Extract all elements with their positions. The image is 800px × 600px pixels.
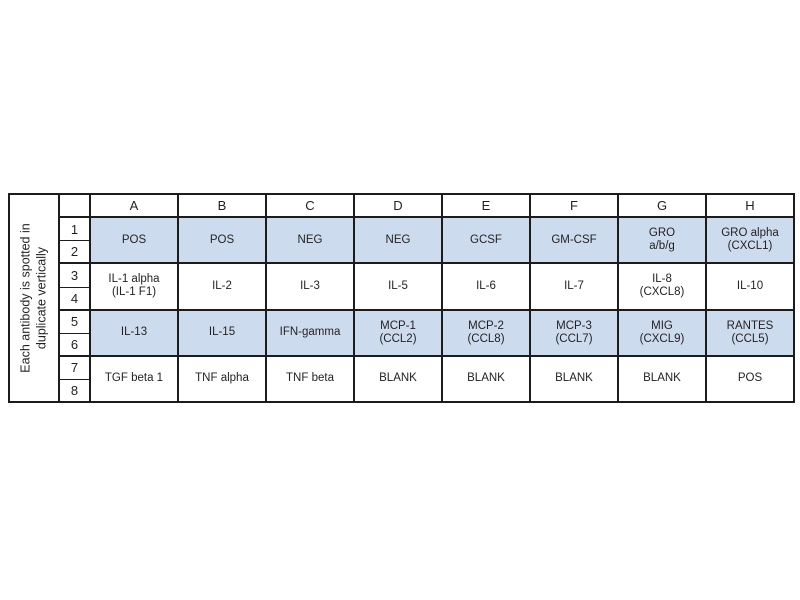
row-7 [9, 356, 794, 380]
grid-cell-h7: POS [706, 356, 794, 402]
side-note-wrap [10, 195, 58, 401]
grid-cell-b7: TNF alpha [178, 356, 266, 402]
grid-cell-g7: BLANK [618, 356, 706, 402]
side-note [9, 194, 59, 402]
side-note-text [18, 223, 50, 372]
grid-cell-f3: IL-7 [530, 263, 618, 309]
grid-cell-c7: TNF beta [266, 356, 354, 402]
row-number-8: 8 [59, 380, 90, 403]
column-header-b: B [178, 194, 266, 217]
grid-cell-f7: BLANK [530, 356, 618, 402]
grid-cell-b3: IL-2 [178, 263, 266, 309]
side-note-line2: duplicate vertically [35, 246, 49, 350]
row-number-1: 1 [59, 217, 90, 241]
header-row [9, 194, 794, 217]
grid-cell-b1: POS [178, 217, 266, 263]
row-1 [9, 217, 794, 241]
grid-cell-b5: IL-15 [178, 310, 266, 356]
column-header-e: E [442, 194, 530, 217]
grid-cell-c1: NEG [266, 217, 354, 263]
grid-cell-f1: GM-CSF [530, 217, 618, 263]
grid-cell-a5: IL-13 [90, 310, 178, 356]
grid-cell-g1: GRO a/b/g [618, 217, 706, 263]
grid-cell-a3: IL-1 alpha (IL-1 F1) [90, 263, 178, 309]
row-number-5: 5 [59, 310, 90, 334]
column-header-f: F [530, 194, 618, 217]
grid-cell-e1: GCSF [442, 217, 530, 263]
column-header-h: H [706, 194, 794, 217]
grid-cell-g5: MIG (CXCL9) [618, 310, 706, 356]
row-number-4: 4 [59, 287, 90, 310]
grid-cell-a1: POS [90, 217, 178, 263]
row-number-6: 6 [59, 333, 90, 356]
column-header-a: A [90, 194, 178, 217]
grid-cell-d1: NEG [354, 217, 442, 263]
row-number-7: 7 [59, 356, 90, 380]
column-header-c: C [266, 194, 354, 217]
grid-cell-h3: IL-10 [706, 263, 794, 309]
grid-cell-g3: IL-8 (CXCL8) [618, 263, 706, 309]
grid-cell-d5: MCP-1 (CCL2) [354, 310, 442, 356]
grid-cell-f5: MCP-3 (CCL7) [530, 310, 618, 356]
grid-cell-h5: RANTES (CCL5) [706, 310, 794, 356]
antibody-array-map-table [8, 193, 795, 403]
corner-cell [59, 194, 90, 217]
column-header-d: D [354, 194, 442, 217]
grid-cell-c3: IL-3 [266, 263, 354, 309]
grid-cell-c5: IFN-gamma [266, 310, 354, 356]
grid-cell-a7: TGF beta 1 [90, 356, 178, 402]
side-note-line1: Each antibody is spotted in [19, 223, 33, 373]
column-header-g: G [618, 194, 706, 217]
grid-cell-e7: BLANK [442, 356, 530, 402]
row-number-2: 2 [59, 241, 90, 264]
row-3 [9, 263, 794, 287]
grid-cell-d3: IL-5 [354, 263, 442, 309]
row-5 [9, 310, 794, 334]
grid-cell-h1: GRO alpha (CXCL1) [706, 217, 794, 263]
grid-cell-e3: IL-6 [442, 263, 530, 309]
grid-cell-d7: BLANK [354, 356, 442, 402]
grid-cell-e5: MCP-2 (CCL8) [442, 310, 530, 356]
row-number-3: 3 [59, 263, 90, 287]
